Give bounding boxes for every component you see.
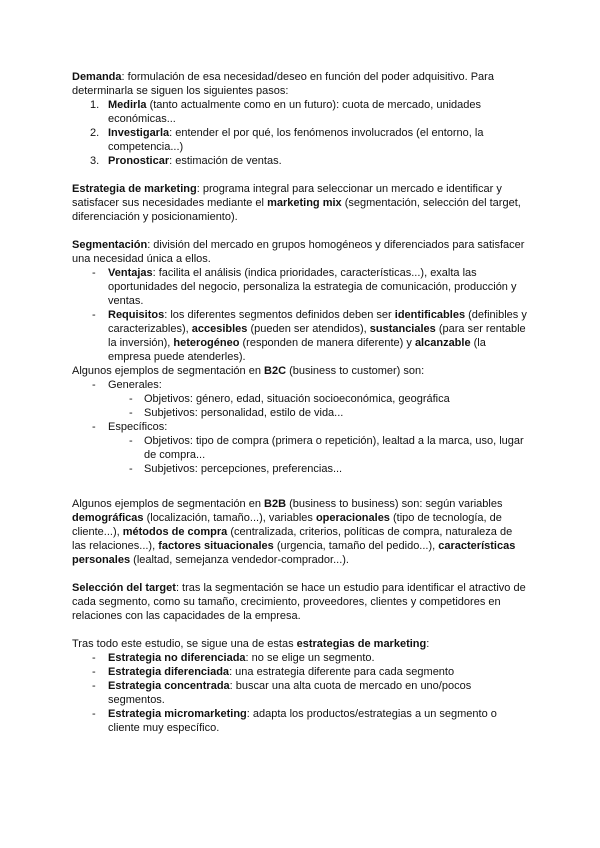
text: (pueden ser atendidos), [247, 323, 370, 335]
especificos-item [72, 420, 528, 434]
demanda-paragraph [72, 70, 528, 98]
term-metodos-compra: métodos de compra [122, 526, 228, 538]
text: Tras todo este estudio, se sigue una de estas [72, 638, 297, 650]
text: : adapta los productos/estrategias a un segmento o cliente muy específico. [108, 708, 497, 734]
text: : una estrategia diferente para cada segmento [229, 666, 455, 678]
dash-marker: - [92, 309, 96, 321]
demanda-step [72, 126, 528, 154]
term-factores-situacionales: factores situacionales [158, 540, 274, 552]
requisitos-item [72, 308, 528, 364]
term-ventajas: Ventajas [108, 267, 153, 279]
text: (segmentación, selección del target, diferenciación y posicionamiento). [72, 197, 521, 223]
term-seleccion-target: Selección del target [72, 582, 176, 594]
term-requisitos: Requisitos [108, 309, 165, 321]
estrategia-item [72, 651, 528, 665]
text: Algunos ejemplos de segmentación en [72, 365, 265, 377]
b2c-paragraph [72, 364, 528, 378]
text: Subjetivos: personalidad, estilo de vida... [144, 407, 344, 419]
text: : programa integral para seleccionar un mercado e identificar y satisfacer sus necesidades mediante el [72, 183, 502, 209]
dash-marker: - [92, 708, 96, 720]
especificos-label: Específicos: [108, 421, 168, 433]
term-identificables: identificables [394, 309, 466, 321]
list-number: 3. [90, 155, 100, 167]
generales-item [72, 378, 528, 392]
estrategia-paragraph [72, 182, 528, 224]
text: Objetivos: género, edad, situación socioeconómica, geográfica [144, 393, 450, 405]
document-page [72, 70, 528, 735]
text: (tipo de tecnología, de cliente...), [72, 512, 502, 538]
demanda-step [72, 98, 528, 126]
list-number: 2. [90, 127, 100, 139]
term-caracteristicas-personales: características personales [72, 540, 516, 566]
text: (centralizada, criterios, políticas de compra, naturaleza de las relaciones...), [72, 526, 513, 552]
text: : [426, 638, 430, 650]
text: : división del mercado en grupos homogéneos y diferenciados para satisfacer una necesidad única a ellos. [72, 239, 525, 265]
term-diferenciada: Estrategia diferenciada [108, 666, 230, 678]
term-micromarketing: Estrategia micromarketing [108, 708, 247, 720]
term-segmentacion: Segmentación [72, 239, 148, 251]
dash-marker: - [129, 435, 133, 447]
demanda-text: : formulación de esa necesidad/deseo en función del poder adquisitivo. Para determinarla se siguen los siguientes pasos: [72, 71, 494, 97]
text: (localización, tamaño...), variables [143, 512, 316, 524]
term-accesibles: accesibles [191, 323, 248, 335]
text: (lealtad, semejanza vendedor-comprador...). [130, 554, 349, 566]
term-b2b: B2B [264, 498, 287, 510]
estrategia-item [72, 679, 528, 707]
term-demograficas: demográficas [72, 512, 144, 524]
dash-marker: - [92, 267, 96, 279]
text: (definibles y caracterizables), [108, 309, 527, 335]
term-estrategias-marketing: estrategias de marketing [296, 638, 427, 650]
text: (business to customer) son: [286, 365, 425, 377]
term-sustanciales: sustanciales [369, 323, 436, 335]
dash-marker: - [129, 407, 133, 419]
text: : no se elige un segmento. [245, 652, 375, 664]
text: Algunos ejemplos de segmentación en [72, 498, 265, 510]
demanda-step [72, 154, 528, 168]
text: (para ser rentable la inversión), [108, 323, 526, 349]
text: : tras la segmentación se hace un estudio para identificar el atractivo de cada segmento, como su tamaño, crecimiento, proveedores, clientes y competidores en relaciones con las capacidades de la empresa. [72, 582, 526, 622]
generales-label: Generales: [108, 379, 162, 391]
text: : los diferentes segmentos definidos deben ser [164, 309, 395, 321]
dash-marker: - [129, 393, 133, 405]
term-pronosticar: Pronosticar [108, 155, 170, 167]
dash-marker: - [92, 421, 96, 433]
text: (business to business) son: según variables [286, 498, 503, 510]
estrategia-item [72, 707, 528, 735]
text: : buscar una alta cuota de mercado en uno/pocos segmentos. [108, 680, 472, 706]
text: Subjetivos: percepciones, preferencias... [144, 463, 343, 475]
sub-list-item [72, 462, 528, 476]
sub-list-item [72, 434, 528, 462]
term-marketing-mix: marketing mix [267, 197, 342, 209]
term-concentrada: Estrategia concentrada [108, 680, 230, 692]
ventajas-item [72, 266, 528, 308]
text: (urgencia, tamaño del pedido...), [273, 540, 439, 552]
dash-marker: - [129, 463, 133, 475]
text: (la empresa puede atenderles). [108, 337, 486, 363]
dash-marker: - [92, 379, 96, 391]
segmentacion-paragraph [72, 238, 528, 266]
list-number: 1. [90, 99, 100, 111]
text: (responden de manera diferente) y [239, 337, 415, 349]
step-text: (tanto actualmente como en un futuro): cuota de mercado, unidades económicas... [108, 99, 481, 125]
step-text: : estimación de ventas. [169, 155, 282, 167]
estrategias-intro [72, 637, 528, 651]
step-text: : entender el por qué, los fenómenos involucrados (el entorno, la competencia...) [108, 127, 484, 153]
text: Objetivos: tipo de compra (primera o repetición), lealtad a la marca, uso, lugar de compra... [144, 435, 524, 461]
term-medirla: Medirla [108, 99, 147, 111]
term-demanda: Demanda [72, 71, 122, 83]
dash-marker: - [92, 680, 96, 692]
text: : facilita el análisis (indica prioridades, características...), exalta las oportunidades del negocio, personaliza la estrategia de comunicación, producción y ventas. [108, 267, 517, 307]
sub-list-item [72, 392, 528, 406]
estrategia-item [72, 665, 528, 679]
term-investigarla: Investigarla [108, 127, 170, 139]
target-paragraph [72, 581, 528, 623]
term-estrategia: Estrategia de marketing [72, 183, 197, 195]
term-alcanzable: alcanzable [414, 337, 471, 349]
term-operacionales: operacionales [315, 512, 390, 524]
b2b-paragraph [72, 497, 528, 567]
term-heterogeneo: heterogéneo [173, 337, 240, 349]
sub-list-item [72, 406, 528, 420]
dash-marker: - [92, 652, 96, 664]
term-no-diferenciada: Estrategia no diferenciada [108, 652, 246, 664]
term-b2c: B2C [264, 365, 287, 377]
dash-marker: - [92, 666, 96, 678]
